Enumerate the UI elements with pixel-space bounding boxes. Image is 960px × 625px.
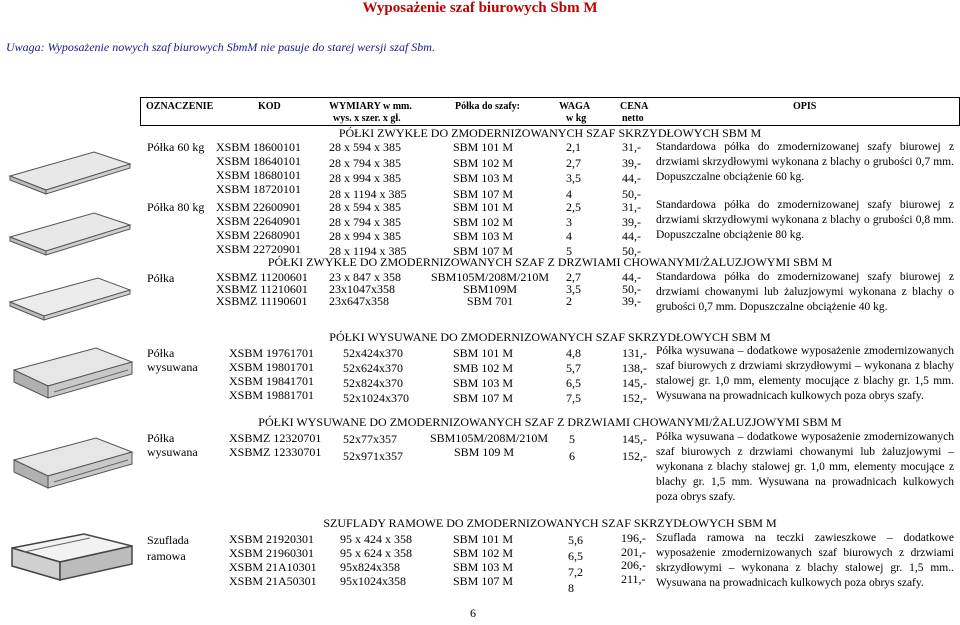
code-list: XSBM 18600101 XSBM 18640101 XSBM 18680101 XSBM 18720101 [216, 140, 302, 196]
price-list: 44,- 50,- 39,- [622, 270, 641, 308]
fits-list: SBM 101 M SBM 102 M SBM 103 M SBM 107 M [453, 200, 514, 258]
page-title: Wyposażenie szaf biurowych Sbm M [362, 0, 598, 16]
row-name: Półka [147, 271, 175, 285]
fits-list: SBM 101 M SBM 102 M SBM 103 M SBM 107 M [453, 532, 514, 588]
weight-list: 2,5 3 4 5 [566, 200, 581, 258]
header-waga-sub: w kg [566, 113, 587, 124]
section-title: SZUFLADY RAMOWE DO ZMODERNIZOWANYCH SZAF SKRZYDŁOWYCH SBM M [323, 516, 777, 530]
header-opis: OPIS [793, 101, 817, 112]
row-description: Standardowa półka do zmodernizowanej szafy biurowej z drzwiami skrzydłowymi wykonana z blachy o grubości 0,8 mm. Dopuszczalne obciążenie 80 kg. [656, 199, 954, 241]
row-description: Standardowa półka do zmodernizowanej szafy biurowej z drzwiami chowanymi lub żaluzjowymi wykonana z blachy o grubości 0,7 mm. Dopuszczalne obciążenie 40 kg. [656, 271, 954, 313]
shelf-image [4, 272, 136, 324]
weight-list: 2,7 3,5 2 [566, 270, 581, 308]
sliding-shelf-image [4, 430, 136, 504]
price-list: 131,- 138,- 145,- 152,- [622, 346, 647, 405]
row-description: Standardowa półka do zmodernizowanej szafy biurowej z drzwiami skrzydłowymi wykonana z blachy o grubości 0,7 mm. Dopuszczalne obciążenie 60 kg. [656, 141, 954, 183]
row-description: Półka wysuwana – dodatkowe wyposażenie zmodernizowanych szaf biurowych z drzwiami skrzydłowymi – wykonana z blachy stalowej gr. 1,0 mm, elementy mocujące z blachy gr. 1,5 mm. Wysuwana na prowadnicach kulkowych poza obrys szafy. [656, 345, 954, 402]
fits-list: SBM 101 M SBM 102 M SBM 103 M SBM 107 M [453, 140, 514, 201]
weight-list: 2,1 2,7 3,5 4 [566, 140, 581, 201]
dims-list: 52x77x357 52x971x357 [343, 432, 403, 463]
code-list: XSBMZ 11200601 XSBMZ 11210601 XSBMZ 11190601 [216, 270, 308, 308]
sliding-shelf-image [4, 340, 136, 414]
header-cena: CENA [620, 101, 649, 112]
section-title: PÓŁKI WYSUWANE DO ZMODERNIZOWANYCH SZAF SKRZYDŁOWYCH SBM M [329, 330, 771, 344]
compatibility-note: Uwaga: Wyposażenie nowych szaf biurowych SbmM nie pasuje do starej wersji szaf Sbm. [6, 40, 435, 54]
fits-list: SBM105M/208M/210M SBM109M SBM 701 [430, 270, 550, 308]
header-wymiary: WYMIARY w mm. [329, 101, 412, 112]
section-title: PÓŁKI ZWYKŁE DO ZMODERNIZOWANYCH SZAF SKRZYDŁOWYCH SBM M [338, 126, 762, 140]
code-list: XSBM 19761701 XSBM 19801701 XSBM 19841701 XSBM 19881701 [229, 346, 315, 402]
fits-list: SBM 101 M SMB 102 M SBM 103 M SBM 107 M [453, 346, 514, 405]
header-polka: Półka do szafy: [455, 101, 520, 112]
row-name: Półka wysuwana [147, 346, 198, 374]
dims-list: 95 x 424 x 358 95 x 624 x 358 95x824x358 95x1024x358 [340, 532, 412, 588]
row-description: Szuflada ramowa na teczki zawieszkowe – dodatkowe wyposażenie zmodernizowanych szaf biurowych z drzwiami skrzydłowymi – wykonana z blachy stalowej gr. 1,5 mm.. Wysuwana na prowadnicach kulkowych poza obrys szafy. [656, 532, 954, 589]
dims-list: 28 x 594 x 385 28 x 794 x 385 28 x 994 x 385 28 x 1194 x 385 [329, 200, 407, 258]
dims-list: 52x424x370 52x624x370 52x824x370 52x1024x370 [343, 346, 409, 405]
header-wymiary-sub: wys. x szer. x gł. [333, 113, 401, 124]
header-oznaczenie: OZNACZENIE [146, 101, 214, 112]
header-cena-sub: netto [622, 113, 644, 124]
price-list: 196,- 201,- 206,- 211,- [621, 531, 646, 586]
row-name: Szuflada ramowa [147, 533, 189, 563]
dims-list: 23 x 847 x 358 23x1047x358 23x647x358 [329, 270, 401, 308]
row-name: Półka wysuwana [147, 431, 198, 459]
row-name: Półka 60 kg [147, 140, 205, 154]
header-left-rule [140, 97, 141, 125]
table-top-rule [140, 97, 960, 98]
code-list: XSBMZ 12320701 XSBMZ 12330701 [229, 431, 322, 459]
fits-list: SBM105M/208M/210M SBM 109 M [430, 431, 549, 459]
shelf-image [4, 205, 136, 257]
frame-drawer-image [4, 528, 136, 586]
price-list: 31,- 39,- 44,- 50,- [622, 200, 641, 258]
row-name: Półka 80 kg [147, 200, 205, 214]
row-description: Półka wysuwana – dodatkowe wyposażenie zmodernizowanych szaf biurowych z drzwiami chowanymi lub żaluzjowymi – wykonana z blachy stalowej gr. 1,0 mm, elementy mocujące z blachy gr. 1,5 mm. Wysuwana na prowadnicach kulkowych poza obrys szafy. [656, 431, 954, 503]
weight-list: 4,8 5,7 6,5 7,5 [566, 346, 581, 405]
weight-list: 5,6 6,5 7,2 8 [568, 533, 583, 595]
code-list: XSBM 21920301 XSBM 21960301 XSBM 21A10301 XSBM 21A50301 [229, 532, 317, 588]
weight-list: 5 6 [569, 432, 575, 463]
shelf-image [4, 142, 136, 198]
page-number: 6 [470, 606, 476, 620]
price-list: 31,- 39,- 44,- 50,- [622, 140, 641, 201]
code-list: XSBM 22600901 XSBM 22640901 XSBM 22680901 XSBM 22720901 [216, 200, 302, 256]
header-kod: KOD [258, 101, 281, 112]
dims-list: 28 x 594 x 385 28 x 794 x 385 28 x 994 x 385 28 x 1194 x 385 [329, 140, 407, 201]
price-list: 145,- 152,- [622, 432, 647, 463]
section-title: PÓŁKI ZWYKŁE DO ZMODERNIZOWANYCH SZAF Z DRZWIAMI CHOWANYMI/ŻALUZJOWYMI SBM M [267, 255, 833, 269]
header-waga: WAGA [559, 101, 591, 112]
section-title: PÓŁKI WYSUWANE DO ZMODERNIZOWANYCH SZAF Z DRZWIAMI CHOWANYMI/ŻALUZJOWYMI SBM M [258, 415, 842, 429]
